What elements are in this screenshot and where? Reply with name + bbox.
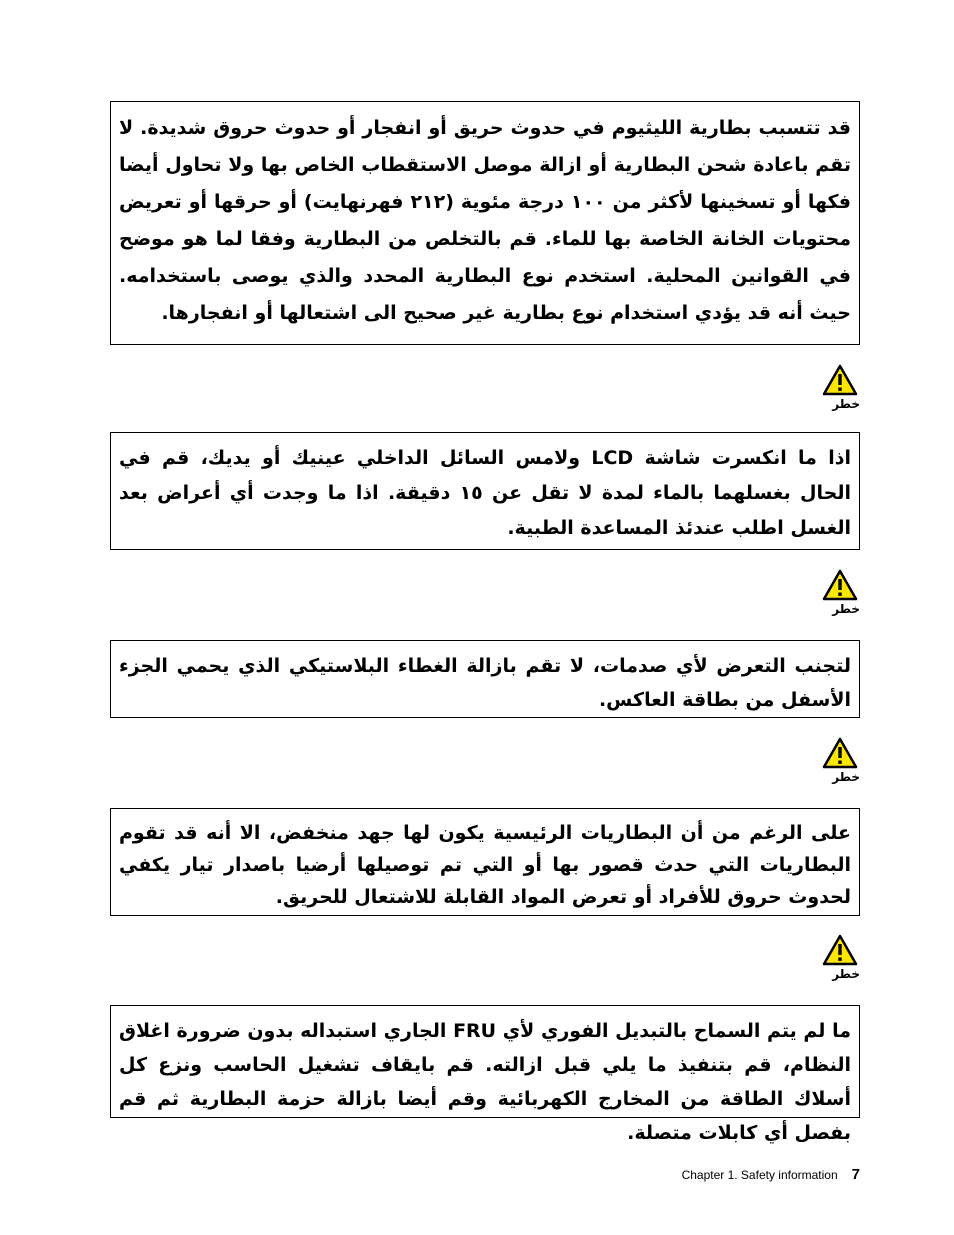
danger-warning [820,737,860,784]
danger-label: خطر [832,602,860,616]
page-number: 7 [851,1166,860,1183]
danger-notice-backup-battery [110,808,860,916]
notice-text: على الرغم من أن البطاريات الرئيسية يكون لها جهد منخفض، الا أنه قد تقوم البطاريات التي حدث قصور بها أو التي تم توصيلها أرضيا باصدار تيار يكفي لحدوث حروق للأفراد أو تعرض المواد القابلة للاشتعال للحريق. [119,822,851,908]
notice-text: لتجنب التعرض لأي صدمات، لا تقم بازالة الغطاء البلاستيكي الذي يحمي الجزء الأسفل من بطاقة العاكس. [119,655,851,711]
danger-notice-lithium-battery [110,101,860,345]
notice-text: اذا ما انكسرت شاشة LCD ولامس السائل الداخلي عينيك أو يديك، قم في الحال بغسلهما بالماء لمدة لا تقل عن ١٥ دقيقة. اذا ما وجدت أي أعراض بعد الغسل اطلب عندئذ المساعدة الطبية. [119,447,851,539]
page-footer [682,1166,860,1183]
danger-triangle-icon [822,737,858,769]
notice-text: قد تتسبب بطارية الليثيوم في حدوث حريق أو انفجار أو حدوث حروق شديدة. لا تقم باعادة شحن البطارية أو ازالة موصل الاستقطاب الخاص بها ولا تحاول أيضا فكها أو تسخينها لأكثر من ١٠٠ درجة مئوية (٢١٢ فهرنهايت) أو حرقها أو تعريض محتويات الخانة الخاصة بها للماء. قم بالتخلص من البطارية وفقا لما هو موضح في القوانين المحلية. استخدم نوع البطارية المحدد والذي يوصى باستخدامه. حيث أنه قد يؤدي استخدام نوع بطارية غير صحيح الى اشتعالها أو انفجارها. [119,117,851,324]
chapter-title: Chapter 1. Safety information [681,1168,838,1182]
danger-notice-lcd [110,432,860,550]
danger-warning [820,934,860,981]
notice-text: ما لم يتم السماح بالتبديل الفوري لأي FRU الجاري استبداله بدون ضرورة اغلاق النظام، قم بتنفيذ ما يلي قبل ازالته. قم بايقاف تشغيل الحاسب ونزع كل أسلاك الطاقة من المخارج الكهربائية وقم أيضا بازالة حزمة البطارية ثم قم بفصل أي كابلات متصلة. [119,1020,851,1144]
danger-triangle-icon [822,569,858,601]
danger-triangle-icon [822,364,858,396]
danger-triangle-icon [822,934,858,966]
danger-label: خطر [832,397,860,411]
danger-label: خطر [832,770,860,784]
danger-notice-fru-replacement [110,1005,860,1144]
danger-label: خطر [832,967,860,981]
danger-notice-inverter-card [110,640,860,718]
danger-warning [820,569,860,616]
danger-warning [820,364,860,411]
